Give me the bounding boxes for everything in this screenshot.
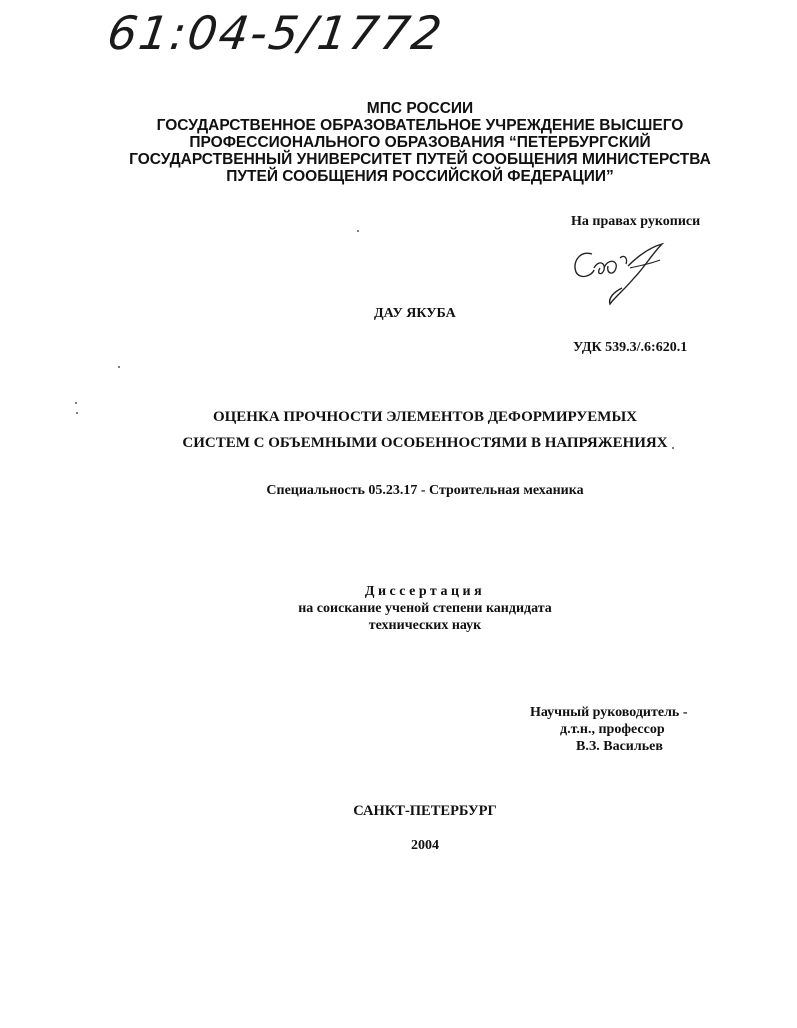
dissertation-label: Диссертация bbox=[364, 584, 486, 599]
supervisor-degree: д.т.н., профессор bbox=[560, 722, 665, 737]
city: САНКТ-ПЕТЕРБУРГ bbox=[353, 803, 497, 819]
header-line-ministry: МПС РОССИИ bbox=[366, 100, 474, 117]
degree-line-1: на соискание ученой степени кандидата bbox=[298, 601, 552, 616]
year: 2004 bbox=[411, 838, 439, 853]
title-line-2: СИСТЕМ С ОБЪЕМНЫМИ ОСОБЕННОСТЯМИ В НАПРЯЖЕНИЯХ bbox=[182, 435, 668, 451]
supervisor-label: Научный руководитель - bbox=[530, 705, 688, 720]
dissertation-type-block bbox=[200, 583, 650, 634]
scan-speck bbox=[75, 402, 77, 404]
scan-speck bbox=[76, 412, 78, 414]
header-line-institution-4: ПУТЕЙ СООБЩЕНИЯ РОССИЙСКОЙ ФЕДЕРАЦИИ” bbox=[226, 168, 614, 185]
header-line-institution-2: ПРОФЕССИОНАЛЬНОГО ОБРАЗОВАНИЯ “ПЕТЕРБУРГСКИЙ bbox=[189, 134, 651, 151]
handwritten-archive-number: 61:04-5/1772 bbox=[104, 6, 447, 60]
title-line-1: ОЦЕНКА ПРОЧНОСТИ ЭЛЕМЕНТОВ ДЕФОРМИРУЕМЫХ bbox=[212, 409, 638, 425]
header-line-institution-3: ГОСУДАРСТВЕННЫЙ УНИВЕРСИТЕТ ПУТЕЙ СООБЩЕНИЯ МИНИСТЕРСТВА bbox=[129, 151, 711, 168]
header-line-institution-1: ГОСУДАРСТВЕННОЕ ОБРАЗОВАТЕЛЬНОЕ УЧРЕЖДЕНИЕ ВЫСШЕГО bbox=[156, 117, 684, 134]
manuscript-rights-note: На правах рукописи bbox=[571, 214, 701, 229]
degree-line-2: технических наук bbox=[368, 618, 482, 633]
scientific-supervisor bbox=[530, 704, 688, 755]
institution-header bbox=[100, 100, 740, 185]
author-name: ДАУ ЯКУБА bbox=[374, 306, 456, 321]
supervisor-name: В.З. Васильев bbox=[576, 739, 663, 754]
scan-speck bbox=[357, 230, 359, 232]
dissertation-title bbox=[100, 404, 750, 456]
udk-code: УДК 539.3/.6:620.1 bbox=[573, 340, 688, 355]
scan-speck bbox=[118, 366, 120, 368]
signature-image bbox=[570, 238, 670, 308]
specialty-line: Специальность 05.23.17 - Строительная механика bbox=[266, 483, 584, 498]
scan-speck bbox=[672, 447, 674, 449]
